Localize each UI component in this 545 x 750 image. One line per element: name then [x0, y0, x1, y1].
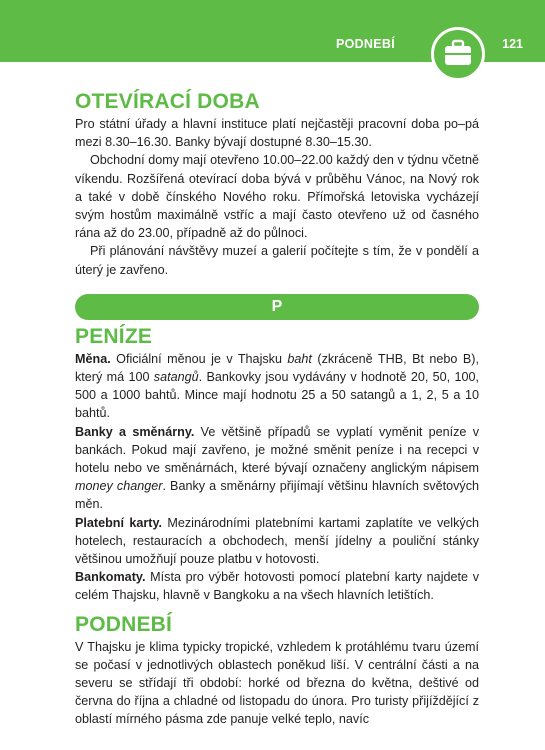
text-run: Místa pro výběr hotovosti pomocí platební karty najdete v celém Thajsku, hlavně v Bangkoku a na všech hlavních letištích. [75, 570, 479, 603]
italic-term: satangů [153, 370, 199, 385]
paragraph-bankomaty [75, 568, 479, 604]
text-run: (zkráceně THB, Bt nebo B), který má 100 [75, 351, 479, 385]
text-run: . Banky a směnárny přijímají většinu hlavních světových měn. [75, 479, 479, 512]
page-content [75, 88, 479, 729]
paragraph: V Thajsku je klima typicky tropické, vzhledem k protáhlému tvaru území se počasí v jednotlivých oblastech poněkud liší. V centrální části a na severu se střídají tři období: horké od března do května, deštivé od června do října a chladné od listopadu do února. Pro turisty přijíždějící z oblastí mírného pásma zde panuje velké teplo, navíc [75, 639, 479, 727]
term-label: Bankomaty. [75, 570, 146, 585]
text-run: Mezinárodními platebními kartami zaplatíte ve velkých hotelech, restauracích a obchodech, menší jídelny a pouliční stánky většinou umožňují pouze platbu v hotovosti. [75, 515, 479, 567]
suitcase-icon [434, 30, 482, 78]
term-label: Měna. [75, 351, 111, 366]
paragraph: Pro státní úřady a hlavní instituce platí nejčastěji pracovní doba po–pá mezi 8.30–16.30. Banky bývají dostupné 8.30–15.30. [75, 117, 479, 150]
heading-penize: PENÍZE [75, 324, 153, 348]
paragraph: Při plánování návštěvy muzeí a galerií počítejte s tím, že v pondělí a úterý je zavřeno. [75, 244, 479, 277]
heading-podnebi: PODNEBÍ [75, 612, 173, 636]
running-header-section: PODNEBÍ [335, 37, 395, 51]
letter-divider: P [75, 294, 479, 320]
paragraph: Obchodní domy mají otevřeno 10.00–22.00 každý den v týdnu včetně víkendu. Rozšířená otevírací doba bývá v průběhu Vánoc, na Nový rok a také v době čínského Nového roku. Přímořská letoviska vycházejí svým hostům maximálně vstříc a mají často otevřeno už od časného rána až do 23.00, případně až do půlnoci. [75, 153, 479, 241]
italic-term: baht [287, 351, 312, 366]
paragraph-mena [75, 350, 479, 423]
paragraph-banky [75, 423, 479, 514]
page-number: 121 [502, 37, 523, 51]
section-badge [431, 27, 485, 81]
text-run: Ve většině případů se vyplatí vyměnit peníze v bankách. Pokud mají zavřeno, je možné směnit peníze i na recepci v hotelu nebo ve směnárnách, které bývají označeny anglickým nápisem [75, 424, 479, 476]
heading-oteviraci-doba: OTEVÍRACÍ DOBA [75, 90, 260, 113]
text-run: . Bankovky jsou vydávány v hodnotě 20, 50, 100, 500 a 1000 bahtů. Mince mají hodnotu 25 a 50 satangů a 1, 2, 5 a 10 bahtů. [75, 370, 480, 421]
term-label: Platební karty. [75, 515, 163, 530]
paragraph-karty [75, 514, 479, 569]
text-run: Oficiální měnou je v Thajsku [110, 351, 288, 366]
italic-term: money changer [75, 479, 163, 494]
term-label: Banky a směnárny. [75, 424, 195, 439]
